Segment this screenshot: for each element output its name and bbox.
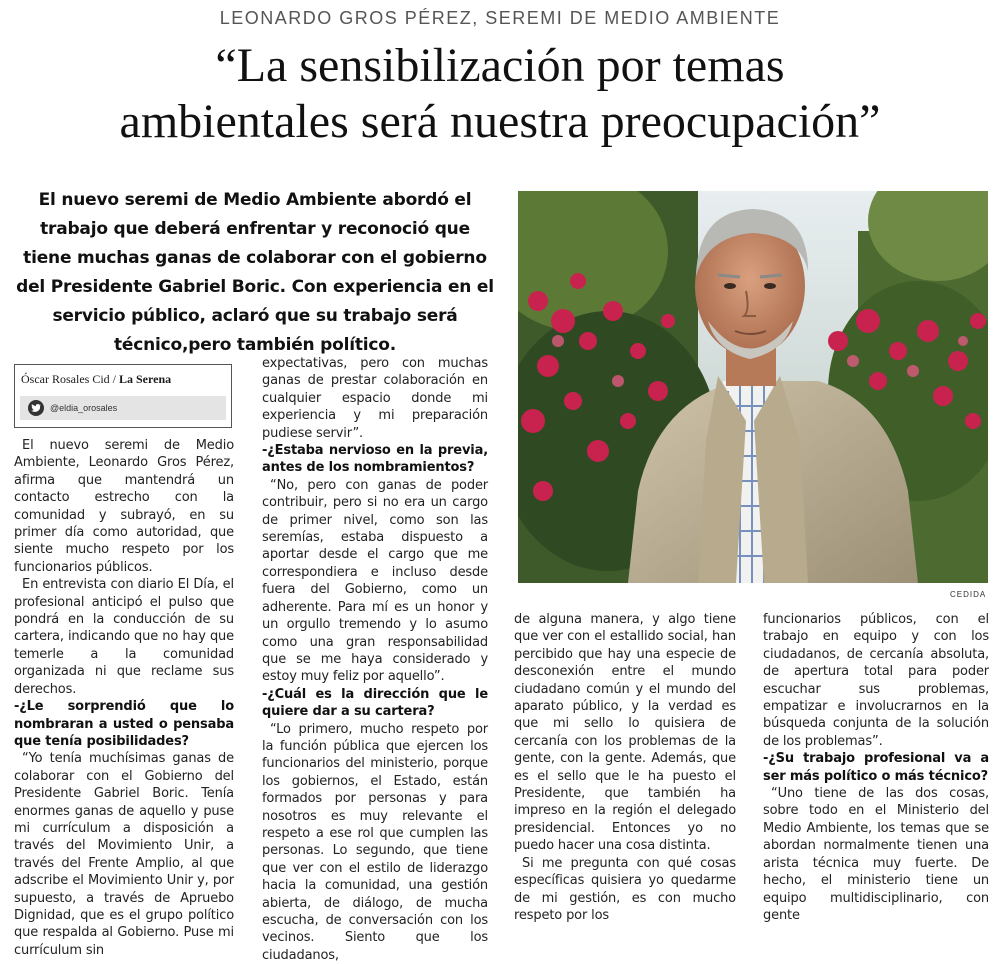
interview-question: -¿Cuál es la dirección que le quiere dar a su cartera? [262,686,488,720]
article-paragraph: funcionarios públicos, con el trabajo en equipo y con los ciudadanos, de cercanía absoluta, de apertura total para poder escuchar sus problemas, empatizar e involucrarnos en la búsqueda conjunta de la solución de los problemas”. [763,612,989,749]
lede: El nuevo seremi de Medio Ambiente abordó el trabajo que deberá enfrentar y reconoció que tiene muchas ganas de colaborar con el gobierno del Presidente Gabriel Boric. Con experiencia en el servicio público, aclaró que su trabajo será técnico,pero también político. [16,190,494,355]
article-paragraph: “Yo tenía muchísimas ganas de colaborar con el Gobierno del Presidente Gabriel Boric. Tenía enormes ganas de aquello y puse mi currículum a disposición a través del Movimiento Unir, a través del Frente Amplio, al que adscribe el Movimiento Unir y, por supuesto, a través de Apruebo Dignidad, que es el grupo político que respalda al Gobierno. Puse mi currículum sin [14,751,234,958]
article-paragraph: “Lo primero, mucho respeto por la función pública que ejercen los funcionarios del ministerio, porque los gobiernos, el Estado, están formados por personas y para nosotros es muy relevante el respeto a ese rol que cumplen las personas. Lo segundo, que tiene que ver con el estilo de liderazgo hacia la comunidad, una gestión abierta, de diálogo, de mucha escucha, de conversación con los vecinos. Siento que los ciudadanos, [262,721,488,963]
byline-author [15,365,231,392]
author-location: La Serena [119,372,172,386]
article-paragraph: “No, pero con ganas de poder contribuir, pero si no era un cargo de primer nivel, como son las seremías, estaba dispuesto a aportar desde el cargo que me correspondiera e incluso desde fuera del Gobierno, como un adherente. Para mí es un honor y un orgullo tremendo y lo asumo como una gran responsabilidad que se me haya considerado y estoy muy feliz por aquello”. [262,477,488,685]
article-paragraph: de alguna manera, y algo tiene que ver con el estallido social, han percibido que hay una especie de desconexión entre el mundo ciudadano común y el mundo del aparato público, y la verdad es que mi sello lo quisiera de cercanía con los problemas de la gente, con la gente. Además, que es el sello que le ha puesto el Presidente, que también ha impreso en la región el delegado presidencial. Entonces yo no puedo hacer una cosa distinta. [514,612,736,854]
article-column-4 [763,611,989,924]
article-paragraph: Si me pregunta con qué cosas específicas quisiera yo quedarme de mi gestión, es con mucho respeto por los [514,855,736,923]
headline [0,38,1000,150]
article-paragraph: “Uno tiene de las dos cosas, sobre todo en el Ministerio del Medio Ambiente, los temas que se abordan normalmente tienen una arista técnica muy fuerte. De hecho, el ministerio tiene un equipo multidisciplinario, con gente [763,786,989,923]
headline-line-1: “La sensibilización por temas [215,39,785,92]
byline-box [14,364,232,428]
article-paragraph: expectativas, pero con muchas ganas de prestar colaboración en cualquier espacio donde mi experiencia y mi preparación pudiese servir”. [262,356,488,441]
article-paragraph: En entrevista con diario El Día, el profesional anticipó el pulso que pondrá en la conducción de su cartera, indicando que no hay que temerle a la comunidad organizada ni que reclame sus derechos. [14,577,234,697]
author-name: Óscar Rosales Cid [21,372,110,386]
twitter-icon [28,400,44,416]
portrait-illustration [518,191,988,583]
article-paragraph: El nuevo seremi de Medio Ambiente, Leonardo Gros Pérez, afirma que mantendrá un contacto estrecho con la comunidad y subrayó, en su primer día como autoridad, que siente mucho respeto por los funcionarios públicos. [14,438,234,575]
interview-question: -¿Estaba nervioso en la previa, antes de los nombramientos? [262,443,488,476]
author-handle[interactable]: @eldia_orosales [50,403,118,413]
photo-credit: CEDIDA [950,590,987,599]
headline-line-2: ambientales será nuestra preocupación” [119,95,881,148]
author-social[interactable] [20,396,226,420]
kicker: LEONARDO GROS PÉREZ, SEREMI DE MEDIO AMBIENTE [219,8,781,28]
portrait-photo [518,191,988,583]
article-column-2 [262,355,488,964]
interview-question: -¿Su trabajo profesional va a ser más político o más técnico? [763,751,989,784]
article-column-3 [514,611,736,924]
interview-question: -¿Le sorprendió que lo nombraran a usted o pensaba que tenía posibilidades? [14,699,234,749]
byline-separator: / [112,372,116,386]
article-column-1 [14,437,234,959]
